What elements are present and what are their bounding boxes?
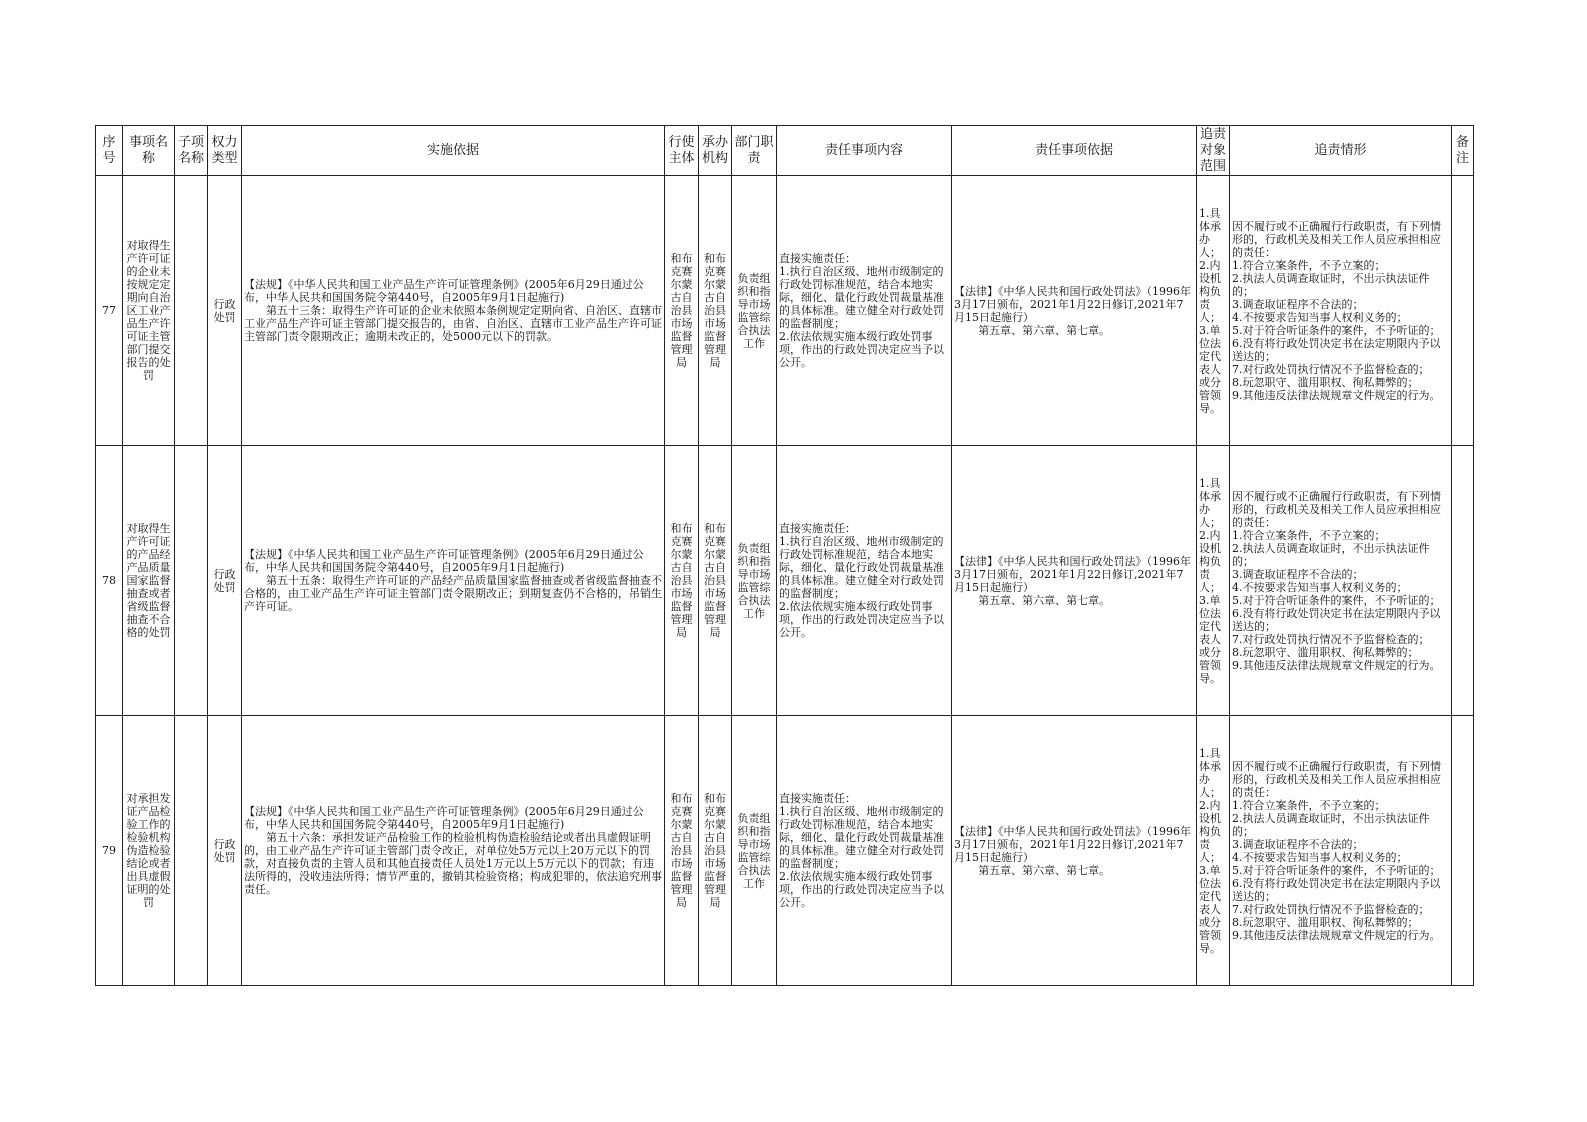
row-scope: 1.具体承办人；2.内设机构负责人；3.单位法定代表人或分管领导。: [1197, 176, 1230, 446]
situation-line: 5.对于符合听证条件的案件，不予听证的；: [1232, 863, 1441, 877]
header-name: 事项名称: [123, 126, 175, 176]
header-no: 序号: [96, 126, 123, 176]
situation-line: 1.符合立案条件，不予立案的；: [1232, 798, 1386, 812]
row-no: 79: [96, 716, 123, 986]
basis-head: 【法规】《中华人民共和国工业产品生产许可证管理条例》(2005年6月29日通过公布，中华人民共和国国务院令第440号，自2005年9月1日起施行): [244, 805, 644, 831]
header-sub: 子项名称: [175, 126, 208, 176]
row-subject: 和布克赛尔蒙古自治县市场监督管理局: [665, 446, 699, 716]
table-row: [96, 446, 1474, 716]
row-scope: 1.具体承办人；2.内设机构负责人；3.单位法定代表人或分管领导。: [1197, 716, 1230, 986]
situation-line: 9.其他违反法律法规规章文件规定的行为。: [1232, 658, 1441, 672]
row-sub: [175, 716, 208, 986]
resp-line: 1.执行自治区级、地州市级制定的行政处罚标准规范，结合本地实际，细化、量化行政处罚裁量基准的具体标准。建立健全对行政处罚的监督制度；: [779, 805, 944, 870]
row-duty: 负责组织和指导市场监管综合执法工作: [732, 446, 777, 716]
row-basis: [242, 176, 665, 446]
basis-article: 第五十五条：取得生产许可证的产品经产品质量国家监督抽查或者省级监督抽查不合格的，由工业产品生产许可证主管部门责令限期改正；到期复查仍不合格的，吊销生产许可证。: [244, 574, 662, 613]
situation-line: 2.执法人员调查取证时，不出示执法证件的；: [1232, 811, 1430, 838]
situation-line: 因不履行或不正确履行行政职责，有下列情形的，行政机关及相关工作人员应承担相应的责任：: [1232, 489, 1441, 529]
row-situations: [1230, 716, 1452, 986]
situation-line: 6.没有将行政处罚决定书在法定期限内予以送达的；: [1232, 876, 1441, 903]
row-type: 行政处罚: [208, 716, 242, 986]
row-name: 对承担发证产品检验工作的检验机构伪造检验结论或者出具虚假证明的处罚: [123, 716, 175, 986]
situation-line: 因不履行或不正确履行行政职责，有下列情形的，行政机关及相关工作人员应承担相应的责任：: [1232, 759, 1441, 799]
row-subject: 和布克赛尔蒙古自治县市场监督管理局: [665, 176, 699, 446]
table-row: [96, 716, 1474, 986]
header-type: 权力类型: [208, 126, 242, 176]
resp-line: 1.执行自治区级、地州市级制定的行政处罚标准规范，结合本地实际，细化、量化行政处罚裁量基准的具体标准。建立健全对行政处罚的监督制度；: [779, 265, 944, 330]
situation-line: 6.没有将行政处罚决定书在法定期限内予以送达的；: [1232, 606, 1441, 633]
situation-line: 7.对行政处罚执行情况不予监督检查的；: [1232, 362, 1430, 376]
row-office: 和布克赛尔蒙古自治县市场监督管理局: [699, 446, 732, 716]
situation-line: 9.其他违反法律法规规章文件规定的行为。: [1232, 388, 1441, 402]
situation-line: 2.执法人员调查取证时，不出示执法证件的；: [1232, 541, 1430, 568]
situation-line: 4.不按要求告知当事人权利义务的；: [1232, 580, 1408, 594]
row-sub: [175, 446, 208, 716]
header-duty: 部门职责: [732, 126, 777, 176]
row-basis: [242, 716, 665, 986]
row-situations: [1230, 446, 1452, 716]
row-remark: [1452, 446, 1474, 716]
resp-basis-chapters: 第五章、第六章、第七章。: [978, 863, 1111, 877]
row-resp-basis: [952, 446, 1197, 716]
situation-line: 8.玩忽职守、滥用职权、徇私舞弊的；: [1232, 375, 1419, 389]
header-resp-content: 责任事项内容: [777, 126, 952, 176]
header-scope: 追责对象范围: [1197, 126, 1230, 176]
resp-basis-head: 【法律】《中华人民共和国行政处罚法》（1996年3月17日颁布，2021年1月22日修订,2021年7月15日起施行）: [954, 554, 1191, 594]
resp-line: 直接实施责任：: [779, 792, 856, 805]
situation-line: 7.对行政处罚执行情况不予监督检查的；: [1232, 902, 1430, 916]
responsibility-table: [95, 125, 1474, 986]
resp-line: 2.依法依规实施本级行政处罚事项，作出的行政处罚决定应当予以公开。: [779, 600, 944, 639]
row-subject: 和布克赛尔蒙古自治县市场监督管理局: [665, 716, 699, 986]
situation-line: 3.调查取证程序不合法的；: [1232, 567, 1364, 581]
situation-line: 7.对行政处罚执行情况不予监督检查的；: [1232, 632, 1430, 646]
situation-line: 5.对于符合听证条件的案件，不予听证的；: [1232, 323, 1441, 337]
row-no: 77: [96, 176, 123, 446]
resp-basis-head: 【法律】《中华人民共和国行政处罚法》（1996年3月17日颁布，2021年1月22日修订,2021年7月15日起施行）: [954, 284, 1191, 324]
resp-basis-chapters: 第五章、第六章、第七章。: [978, 323, 1111, 337]
row-duty: 负责组织和指导市场监管综合执法工作: [732, 176, 777, 446]
header-basis: 实施依据: [242, 126, 665, 176]
basis-head: 【法规】《中华人民共和国工业产品生产许可证管理条例》(2005年6月29日通过公布，中华人民共和国国务院令第440号，自2005年9月1日起施行): [244, 548, 644, 574]
header-remark: 备注: [1452, 126, 1474, 176]
basis-article: 第五十三条：取得生产许可证的企业未依照本条例规定定期向省、自治区、直辖市工业产品生产许可证主管部门提交报告的，由省、自治区、直辖市工业产品生产许可证主管部门责令限期改正；逾期未改正的，处5000元以下的罚款。: [244, 304, 662, 343]
resp-line: 2.依法依规实施本级行政处罚事项，作出的行政处罚决定应当予以公开。: [779, 870, 944, 909]
resp-line: 2.依法依规实施本级行政处罚事项，作出的行政处罚决定应当予以公开。: [779, 330, 944, 369]
row-resp-content: [777, 176, 952, 446]
situation-line: 3.调查取证程序不合法的；: [1232, 837, 1364, 851]
situation-line: 5.对于符合听证条件的案件，不予听证的；: [1232, 593, 1441, 607]
row-scope: 1.具体承办人；2.内设机构负责人；3.单位法定代表人或分管领导。: [1197, 446, 1230, 716]
situation-line: 1.符合立案条件，不予立案的；: [1232, 528, 1386, 542]
situation-line: 9.其他违反法律法规规章文件规定的行为。: [1232, 928, 1441, 942]
row-resp-content: [777, 716, 952, 986]
row-resp-content: [777, 446, 952, 716]
header-subject: 行使主体: [665, 126, 699, 176]
row-resp-basis: [952, 176, 1197, 446]
situation-line: 8.玩忽职守、滥用职权、徇私舞弊的；: [1232, 645, 1419, 659]
header-office: 承办机构: [699, 126, 732, 176]
row-name: 对取得生产许可证的企业未按规定定期向自治区工业产品生产许可证主管部门提交报告的处罚: [123, 176, 175, 446]
row-name: 对取得生产许可证的产品经产品质量国家监督抽查或者省级监督抽查不合格的处罚: [123, 446, 175, 716]
row-duty: 负责组织和指导市场监管综合执法工作: [732, 716, 777, 986]
row-sub: [175, 176, 208, 446]
header-resp-basis: 责任事项依据: [952, 126, 1197, 176]
situation-line: 2.执法人员调查取证时，不出示执法证件的；: [1232, 271, 1430, 298]
table-row: [96, 176, 1474, 446]
basis-article: 第五十六条：承担发证产品检验工作的检验机构伪造检验结论或者出具虚假证明的，由工业产品生产许可证主管部门责令改正，对单位处5万元以上20万元以下的罚款，对直接负责的主管人员和其他直接责任人员处1万元以上5万元以下的罚款；有违法所得的，没收违法所得；情节严重的，撤销其检验资格；构成犯罪的，依法追究刑事责任。: [244, 831, 662, 896]
row-type: 行政处罚: [208, 176, 242, 446]
situation-line: 6.没有将行政处罚决定书在法定期限内予以送达的；: [1232, 336, 1441, 363]
row-office: 和布克赛尔蒙古自治县市场监督管理局: [699, 176, 732, 446]
resp-basis-head: 【法律】《中华人民共和国行政处罚法》（1996年3月17日颁布，2021年1月22日修订,2021年7月15日起施行）: [954, 824, 1191, 864]
row-basis: [242, 446, 665, 716]
resp-line: 直接实施责任：: [779, 522, 856, 535]
situation-line: 3.调查取证程序不合法的；: [1232, 297, 1364, 311]
row-remark: [1452, 176, 1474, 446]
row-remark: [1452, 716, 1474, 986]
resp-line: 直接实施责任：: [779, 252, 856, 265]
situation-line: 1.符合立案条件，不予立案的；: [1232, 258, 1386, 272]
row-situations: [1230, 176, 1452, 446]
situation-line: 4.不按要求告知当事人权利义务的；: [1232, 310, 1408, 324]
resp-line: 1.执行自治区级、地州市级制定的行政处罚标准规范，结合本地实际，细化、量化行政处罚裁量基准的具体标准。建立健全对行政处罚的监督制度；: [779, 535, 944, 600]
row-type: 行政处罚: [208, 446, 242, 716]
situation-line: 因不履行或不正确履行行政职责，有下列情形的，行政机关及相关工作人员应承担相应的责任：: [1232, 219, 1441, 259]
situation-line: 4.不按要求告知当事人权利义务的；: [1232, 850, 1408, 864]
row-no: 78: [96, 446, 123, 716]
resp-basis-chapters: 第五章、第六章、第七章。: [978, 593, 1111, 607]
situation-line: 8.玩忽职守、滥用职权、徇私舞弊的；: [1232, 915, 1419, 929]
row-resp-basis: [952, 716, 1197, 986]
basis-head: 【法规】《中华人民共和国工业产品生产许可证管理条例》(2005年6月29日通过公布，中华人民共和国国务院令第440号，自2005年9月1日起施行): [244, 278, 644, 304]
header-row: [96, 126, 1474, 176]
row-office: 和布克赛尔蒙古自治县市场监督管理局: [699, 716, 732, 986]
header-situations: 追责情形: [1230, 126, 1452, 176]
